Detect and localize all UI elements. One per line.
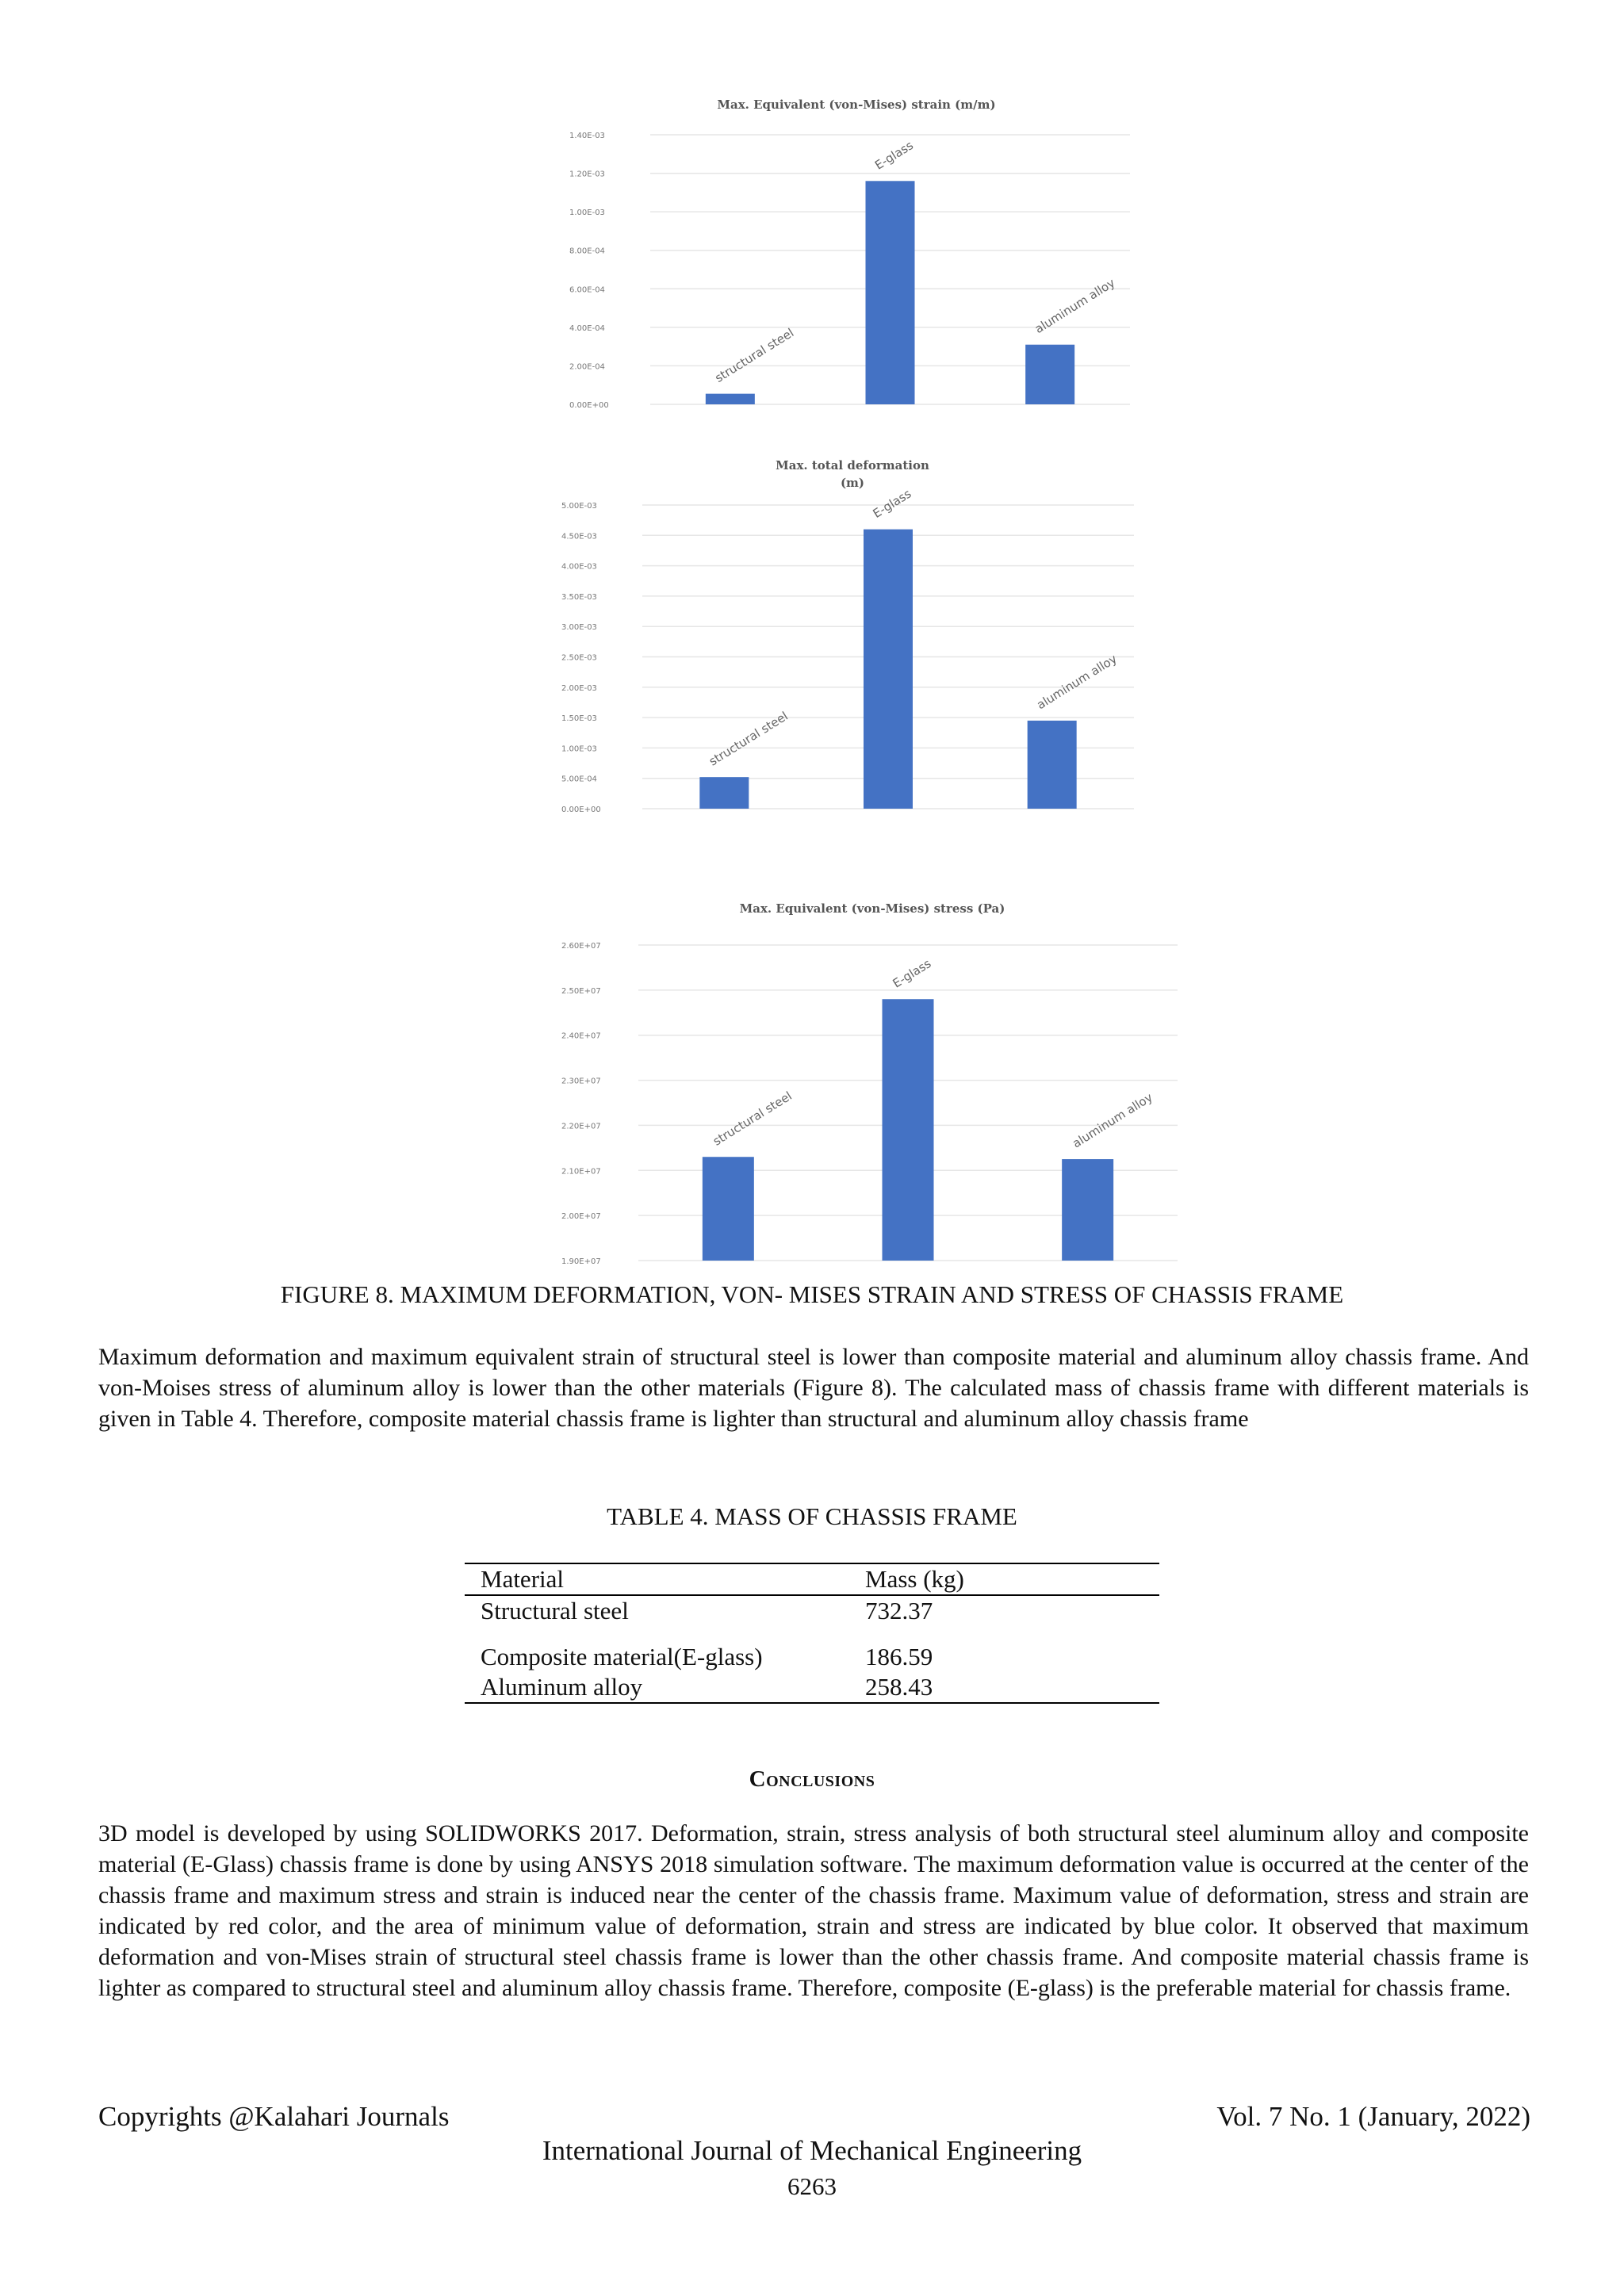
deformation-y-tick-label: 2.00E-03 [561,683,597,693]
deformation-y-tick-label: 1.00E-03 [561,744,597,754]
stress-y-tick-label: 1.90E+07 [561,1257,601,1266]
strain-y-tick-label: 1.20E-03 [569,170,605,179]
stress-chart-title: Max. Equivalent (von-Mises) stress (Pa) [739,901,1005,916]
strain-bar-0 [706,394,755,404]
deformation-y-tick-label: 4.00E-03 [561,562,597,572]
strain-bar-2 [1025,345,1074,404]
strain-y-tick-label: 4.00E-04 [569,323,605,333]
deformation-chart [547,452,1158,817]
deformation-chart-svg [547,452,1158,817]
stress-y-tick-label: 2.50E+07 [561,986,601,996]
strain-y-tick-label: 0.00E+00 [569,401,609,410]
stress-bar-0 [703,1157,754,1261]
strain-y-tick-label: 1.40E-03 [569,132,605,140]
deformation-bar-1 [864,530,913,809]
deformation-y-tick-label: 3.50E-03 [561,592,597,602]
body-paragraph-2: 3D model is developed by using SOLIDWORKS 2017. Deformation, strain, stress analysis of both structural steel aluminum alloy and composite material (E-Glass) chassis frame is done by using ANSYS 2018 simulation software. The maximum deformation value is occurred at the center of the chassis frame and maximum stress and strain is induced near the center of the chassis frame. Maximum value of deformation, stress and strain are indicated by red color, and the area of minimum value of deformation, strain and stress are indicated by blue color. It observed that maximum deformation and von-Mises strain of structural steel chassis frame is lower than the other chassis frame. And composite material chassis frame is lighter as compared to structural steel and aluminum alloy chassis frame. Therefore, composite (E-glass) is the preferable material for chassis frame. [98,1820,1529,2001]
mass-table [465,1563,1159,1704]
strain-y-tick-label: 8.00E-04 [569,247,605,256]
table-header-row [465,1563,1159,1595]
stress-y-tick-label: 2.40E+07 [561,1031,601,1041]
table-row [465,1672,1159,1703]
strain-y-tick-label: 6.00E-04 [569,285,605,295]
page-number: 6263 [787,2172,837,2200]
strain-chart-svg [555,91,1158,416]
mass-cell: 732.37 [865,1597,933,1624]
strain-chart [555,91,1158,416]
figure-caption: FIGURE 8. MAXIMUM DEFORMATION, VON- MISES STRAIN AND STRESS OF CHASSIS FRAME [280,1280,1344,1308]
stress-chart [547,892,1197,1269]
stress-bar-label-1: E-glass [890,956,934,991]
table-title: TABLE 4. MASS OF CHASSIS FRAME [607,1502,1017,1530]
strain-bar-label-2: aluminum alloy [1032,275,1118,337]
table-row [465,1595,1159,1626]
strain-chart-title: Max. Equivalent (von-Mises) strain (m/m) [717,98,996,112]
stress-bar-label-2: aluminum alloy [1070,1089,1155,1151]
deformation-bar-label-1: E-glass [870,486,914,522]
column-header-material: Material [465,1563,849,1595]
deformation-y-tick-label: 3.00E-03 [561,623,597,633]
mass-cell: 258.43 [849,1672,1159,1703]
deformation-bar-0 [699,777,749,809]
mass-cell: 186.59 [865,1643,933,1670]
stress-bar-2 [1062,1159,1113,1261]
deformation-y-tick-label: 2.50E-03 [561,653,597,663]
footer-journal-name: International Journal of Mechanical Engineering [542,2135,1082,2166]
stress-y-tick-label: 2.30E+07 [561,1077,601,1086]
strain-bar-label-1: E-glass [872,138,916,173]
deformation-bar-2 [1028,721,1077,809]
deformation-chart-subtitle: (m) [840,476,865,490]
stress-bar-1 [883,999,934,1261]
deformation-bar-label-0: structural steel [706,709,791,769]
strain-bar-1 [866,181,915,404]
deformation-bar-label-2: aluminum alloy [1034,651,1120,713]
material-cell: Composite material(E-glass) [481,1643,763,1670]
deformation-y-tick-label: 4.50E-03 [561,532,597,541]
material-cell: Structural steel [481,1597,629,1624]
table-row [465,1626,1159,1672]
footer-copyright: Copyrights @Kalahari Journals [98,2101,450,2132]
footer-volume: Vol. 7 No. 1 (January, 2022) [1216,2101,1530,2132]
stress-y-tick-label: 2.60E+07 [561,942,601,951]
column-header-mass: Mass (kg) [849,1563,1159,1595]
body-paragraph-1: Maximum deformation and maximum equivalent strain of structural steel is lower than composite material and aluminum alloy chassis frame. And von-Moises stress of aluminum alloy is lower than the other materials (Figure 8). The calculated mass of chassis frame with different materials is given in Table 4. Therefore, composite material chassis frame is lighter than structural and aluminum alloy chassis frame [98,1344,1529,1432]
deformation-y-tick-label: 1.50E-03 [561,714,597,724]
stress-y-tick-label: 2.00E+07 [561,1212,601,1222]
deformation-y-tick-label: 5.00E-04 [561,775,597,784]
strain-bar-label-0: structural steel [712,325,797,386]
stress-chart-svg [547,892,1197,1269]
section-heading-conclusions: Conclusions [749,1766,875,1792]
strain-y-tick-label: 2.00E-04 [569,362,605,372]
strain-y-tick-label: 1.00E-03 [569,209,605,218]
material-cell: Aluminum alloy [465,1672,849,1703]
stress-y-tick-label: 2.20E+07 [561,1122,601,1131]
stress-bar-label-0: structural steel [710,1089,795,1149]
deformation-y-tick-label: 5.00E-03 [561,502,597,511]
deformation-y-tick-label: 0.00E+00 [561,806,601,814]
stress-y-tick-label: 2.10E+07 [561,1167,601,1177]
deformation-chart-title: Max. total deformation [776,458,929,473]
